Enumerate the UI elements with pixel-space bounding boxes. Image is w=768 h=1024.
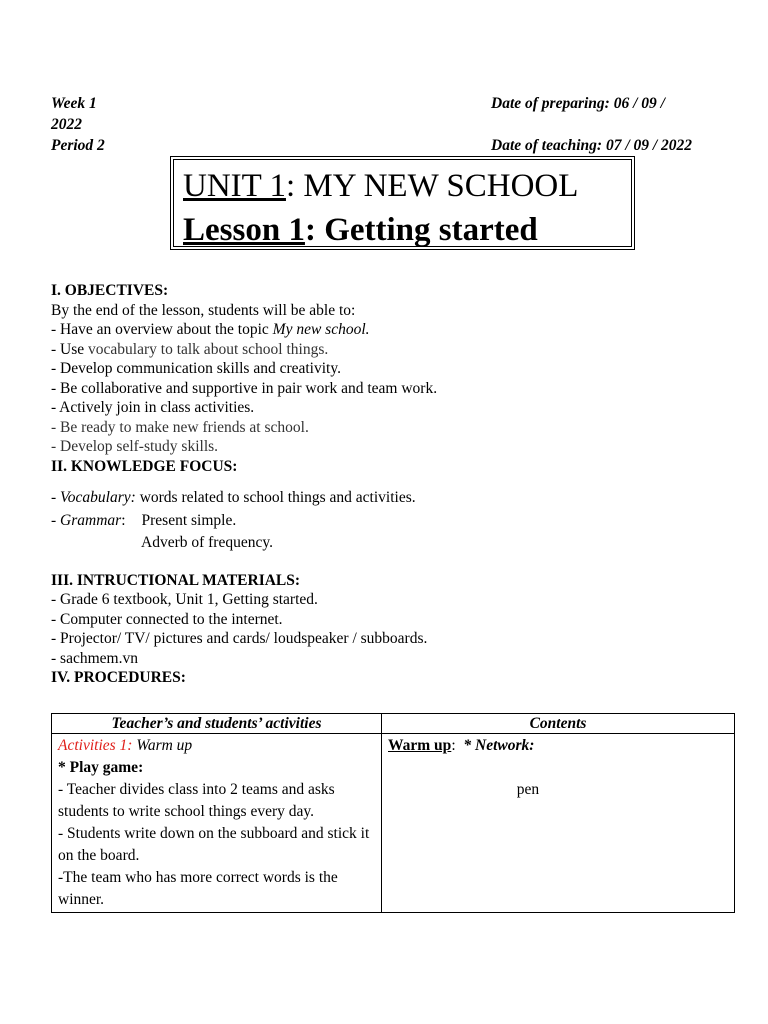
week-label: Week 1	[51, 95, 97, 112]
unit-label: UNIT 1	[183, 168, 286, 204]
activity-name: Warm up	[132, 737, 193, 754]
objective-item: - Develop communication skills and creativity.	[51, 360, 341, 377]
objective-text: - Use	[51, 340, 89, 358]
network-word: pen	[516, 781, 540, 798]
material-item: - sachmem.vn	[51, 649, 138, 667]
objective-item: - Actively join in class activities.	[51, 399, 255, 416]
objectives-intro: By the end of the lesson, students will be able to:	[51, 301, 356, 319]
objective-item: - Be collaborative and supportive in pair work and team work.	[51, 379, 438, 397]
col-contents-header: Contents	[382, 714, 735, 734]
objective-item: - Develop self-study skills.	[51, 438, 219, 455]
objective-item	[51, 340, 731, 360]
procedures-table	[51, 713, 735, 913]
lesson-body	[51, 281, 731, 688]
activity-label: Activities 1:	[58, 737, 133, 754]
activity-step: - Students write down on the subboard and stick it on the board.	[58, 825, 370, 864]
contents-title: Warm up: * Network:	[388, 737, 535, 754]
objective-topic: My new school.	[272, 321, 370, 338]
activity-title	[58, 735, 375, 757]
activities-cell	[52, 734, 382, 913]
procedures-heading: IV. PROCEDURES:	[51, 669, 186, 686]
grammar-label: Grammar	[60, 512, 122, 529]
material-item: - Projector/ TV/ pictures and cards/ loudspeaker / subboards.	[51, 630, 428, 647]
activity-step: -The team who has more correct words is the winner.	[58, 869, 338, 908]
knowledge-heading: II. KNOWLEDGE FOCUS:	[51, 457, 238, 475]
contents-cell	[382, 734, 735, 913]
vocabulary-text: words related to school things and activities.	[135, 489, 416, 506]
unit-name: : MY NEW SCHOOL	[285, 168, 579, 204]
warmup-label: Warm up	[388, 737, 452, 754]
activity-step: - Teacher divides class into 2 teams and asks students to write school things every day.	[58, 781, 335, 820]
objective-text: vocabulary to talk about school things.	[88, 340, 329, 358]
network-label: * Network:	[463, 737, 535, 754]
date-teaching: Date of teaching: 07 / 09 / 2022	[491, 137, 693, 154]
year-label: 2022	[51, 116, 82, 133]
material-item: - Grade 6 textbook, Unit 1, Getting started.	[51, 591, 318, 608]
objectives-heading: I. OBJECTIVES:	[51, 282, 169, 299]
unit-title	[183, 164, 631, 208]
lesson-label: Lesson 1	[183, 212, 305, 248]
grammar-line: - Grammar: Present simple.	[51, 512, 237, 529]
objective-item: - Be ready to make new friends at school.	[51, 418, 309, 436]
lesson-title	[183, 208, 631, 252]
col-activities-header: Teacher’s and students’ activities	[52, 714, 382, 734]
date-preparing: Date of preparing: 06 / 09 /	[491, 95, 665, 112]
grammar-text: Present simple.	[141, 512, 237, 529]
table-row	[52, 734, 735, 913]
material-item: - Computer connected to the internet.	[51, 610, 283, 628]
materials-heading: III. INTRUCTIONAL MATERIALS:	[51, 571, 301, 589]
title-box	[170, 156, 635, 250]
vocabulary-line: - Vocabulary: words related to school things and activities.	[51, 489, 416, 506]
table-header-row	[52, 714, 735, 734]
objective-item	[51, 320, 731, 340]
objective-text: - Have an overview about the topic	[51, 321, 273, 338]
play-game-label: * Play game:	[58, 759, 144, 776]
lesson-name: : Getting started	[304, 212, 538, 248]
grammar-line: Adverb of frequency.	[141, 534, 273, 551]
vocabulary-label: Vocabulary:	[60, 489, 136, 506]
period-label: Period 2	[51, 137, 105, 154]
